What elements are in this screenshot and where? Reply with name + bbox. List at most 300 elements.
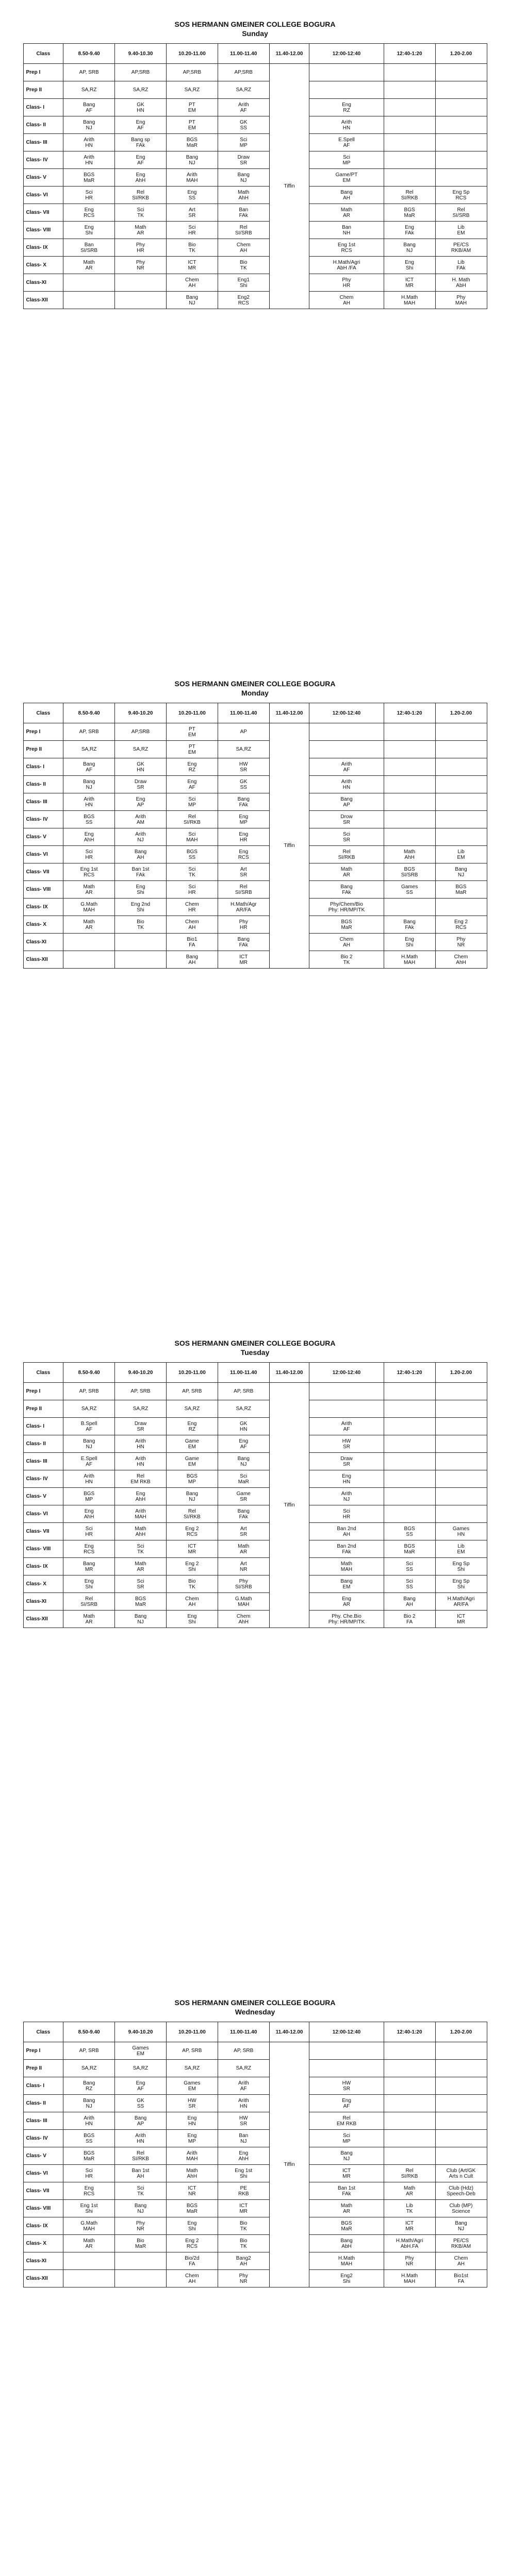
teacher-text: Shi xyxy=(342,2278,351,2284)
subject-text: Ban xyxy=(239,207,249,213)
teacher-text: RCS xyxy=(455,195,467,201)
teacher-text: HN xyxy=(342,1479,351,1485)
teacher-text: MAH xyxy=(186,837,198,843)
teacher-text: AR xyxy=(343,2208,350,2214)
teacher-text: AR xyxy=(85,1619,93,1625)
subject-text: Phy/Chem/Bio xyxy=(330,901,363,907)
period-cell xyxy=(384,1575,435,1593)
period-cell xyxy=(63,1470,115,1488)
teacher-text: TK xyxy=(188,1584,195,1590)
header-row xyxy=(23,44,487,64)
teacher-text: AH xyxy=(343,1531,350,1537)
class-name-cell: Prep II xyxy=(23,741,63,758)
subject-text: H.Math xyxy=(401,954,418,960)
period-cell xyxy=(384,187,435,204)
class-name-cell: Class-XII xyxy=(23,292,63,309)
class-name-cell: Class- VI xyxy=(23,846,63,863)
subject-text: ICT xyxy=(188,259,196,265)
teacher-text: AhH xyxy=(238,195,249,201)
teacher-text: Shi xyxy=(85,230,93,236)
teacher-text: NJ xyxy=(189,1496,195,1502)
teacher-text: AF xyxy=(137,160,144,166)
period-cell xyxy=(218,2147,269,2165)
teacher-text: EM xyxy=(188,1444,196,1450)
teacher-text: SR xyxy=(188,212,196,218)
subject-text: Sci xyxy=(188,831,196,837)
teacher-text: AH xyxy=(240,2261,248,2267)
teacher-text: SS xyxy=(406,1531,413,1537)
class-name-cell: Class- VII xyxy=(23,204,63,222)
period-cell xyxy=(218,1435,269,1453)
subject-text: Sci xyxy=(137,1578,144,1584)
teacher-text: SI/SRB xyxy=(80,1601,98,1607)
subject-text: Sci xyxy=(137,1543,144,1549)
period-cell xyxy=(63,951,115,969)
period-cell xyxy=(384,951,435,969)
period-cell xyxy=(63,2217,115,2235)
subject-text: Ban xyxy=(342,224,351,230)
teacher-text: NJ xyxy=(86,2103,92,2109)
period-cell xyxy=(435,899,487,916)
subject-text: E.Spell xyxy=(80,1455,97,1462)
period-cell xyxy=(218,951,269,969)
subject-text: Bang xyxy=(83,761,95,767)
teacher-text: SR xyxy=(240,872,248,878)
subject-text: SA,RZ xyxy=(81,1406,97,1412)
period-cell xyxy=(384,116,435,134)
period-cell xyxy=(115,916,167,934)
teacher-text: NJ xyxy=(189,300,195,306)
subject-text: Eng xyxy=(405,224,414,230)
subject-text: Sci xyxy=(240,1473,248,1479)
period-cell xyxy=(309,1418,384,1435)
subject-text: Math xyxy=(135,1561,146,1567)
subject-text: Phy. Che.Bio xyxy=(332,1613,361,1619)
teacher-text: TK xyxy=(240,265,247,271)
period-header: 8.50-9.40 xyxy=(63,2022,115,2042)
period-header: 9.40-10.20 xyxy=(115,2022,167,2042)
subject-text: Sci xyxy=(343,1508,350,1514)
period-cell xyxy=(63,2182,115,2200)
teacher-text: AH xyxy=(457,2261,465,2267)
period-cell xyxy=(218,811,269,828)
period-cell xyxy=(435,793,487,811)
subject-text: Art xyxy=(240,866,247,872)
teacher-text: AhH xyxy=(84,837,94,843)
period-cell xyxy=(218,1523,269,1540)
teacher-text: MR xyxy=(239,2208,248,2214)
teacher-text: AF xyxy=(343,767,350,773)
subject-text: Eng xyxy=(342,2097,351,2104)
period-cell xyxy=(115,99,167,116)
period-cell xyxy=(115,1488,167,1505)
teacher-text: NJ xyxy=(240,1461,247,1467)
teacher-text: RKB/AM xyxy=(451,2243,471,2249)
teacher-text: SR xyxy=(240,1496,248,1502)
period-cell xyxy=(218,1540,269,1558)
table-row xyxy=(23,776,487,793)
class-name-cell: Class- IV xyxy=(23,151,63,169)
teacher-text: TK xyxy=(137,924,144,930)
subject-text: Bang xyxy=(186,294,199,300)
period-cell xyxy=(115,1523,167,1540)
period-cell xyxy=(115,863,167,881)
subject-text: Bio xyxy=(137,919,144,925)
period-cell xyxy=(384,134,435,151)
period-cell xyxy=(115,2252,167,2270)
teacher-text: MAH xyxy=(403,300,416,306)
period-cell xyxy=(384,1418,435,1435)
header-row xyxy=(23,703,487,723)
subject-text: Bang xyxy=(340,796,353,802)
period-cell xyxy=(218,1558,269,1575)
table-row xyxy=(23,1593,487,1611)
period-cell xyxy=(166,222,218,239)
subject-text: HW xyxy=(342,1438,351,1444)
period-header: 12:40-1:20 xyxy=(384,44,435,64)
subject-text: AP xyxy=(240,729,247,735)
day-section xyxy=(0,1319,510,1978)
period-cell xyxy=(384,1383,435,1400)
teacher-text: MaR xyxy=(341,924,352,930)
period-cell xyxy=(218,828,269,846)
subject-text: Math xyxy=(238,189,250,195)
teacher-text: Shi xyxy=(240,2173,248,2179)
period-header: 1.20-2.00 xyxy=(435,2022,487,2042)
period-cell xyxy=(384,204,435,222)
period-cell xyxy=(166,2077,218,2095)
period-cell xyxy=(435,169,487,187)
teacher-text: AbH xyxy=(341,2243,352,2249)
teacher-text: AhH xyxy=(238,2156,249,2162)
teacher-text: TK xyxy=(240,2243,247,2249)
teacher-text: SS xyxy=(137,2103,144,2109)
period-cell xyxy=(166,723,218,741)
period-cell xyxy=(309,1611,384,1628)
period-cell xyxy=(115,846,167,863)
period-cell xyxy=(115,2235,167,2252)
class-name-cell: Class- IV xyxy=(23,811,63,828)
teacher-text: RKB/AM xyxy=(451,247,471,253)
period-cell xyxy=(115,1558,167,1575)
period-cell xyxy=(115,134,167,151)
period-header: 11.00-11.40 xyxy=(218,703,269,723)
period-cell xyxy=(166,811,218,828)
teacher-text: RCS xyxy=(341,247,352,253)
period-cell xyxy=(435,292,487,309)
subject-text: Bang xyxy=(237,1508,250,1514)
period-cell xyxy=(63,1505,115,1523)
table-row xyxy=(23,257,487,274)
teacher-text: SI/RKB xyxy=(338,854,355,860)
period-cell xyxy=(166,2182,218,2200)
subject-text: Eng xyxy=(136,796,145,802)
teacher-text: SI/SRB xyxy=(235,230,252,236)
subject-text: AP, SRB xyxy=(234,1388,254,1394)
subject-text: AP,SRB xyxy=(131,70,150,75)
subject-text: Art xyxy=(240,1526,247,1532)
period-cell xyxy=(218,846,269,863)
period-cell xyxy=(309,2200,384,2217)
period-cell xyxy=(63,723,115,741)
subject-text: AP, SRB xyxy=(79,1388,99,1394)
teacher-text: MP xyxy=(188,2138,196,2144)
subject-text: Eng xyxy=(84,207,94,213)
day-section xyxy=(0,659,510,1319)
subject-text: ICT xyxy=(239,954,248,960)
subject-text: Bang xyxy=(83,1438,95,1444)
teacher-text: SI/RKB xyxy=(401,195,418,201)
subject-text: AP,SRB xyxy=(183,70,202,75)
period-cell xyxy=(309,2235,384,2252)
header-row xyxy=(23,1363,487,1383)
period-cell xyxy=(166,204,218,222)
table-row xyxy=(23,1558,487,1575)
period-cell xyxy=(218,1400,269,1418)
teacher-text: MAH xyxy=(186,177,198,183)
period-cell xyxy=(115,2077,167,2095)
period-cell xyxy=(115,1540,167,1558)
period-cell xyxy=(435,2147,487,2165)
teacher-text: AM xyxy=(137,819,144,825)
teacher-text: SI/RKB xyxy=(183,819,201,825)
teacher-text: HN xyxy=(137,767,144,773)
period-cell xyxy=(309,951,384,969)
period-cell xyxy=(63,2200,115,2217)
period-cell xyxy=(115,2042,167,2060)
class-name-cell: Class- VIII xyxy=(23,881,63,899)
period-cell xyxy=(435,846,487,863)
period-cell xyxy=(218,1488,269,1505)
teacher-text: AhH xyxy=(404,854,415,860)
subject-text: Arith xyxy=(84,2115,94,2121)
period-cell xyxy=(384,1453,435,1470)
teacher-text: TK xyxy=(137,212,144,218)
subject-text: Eng xyxy=(84,831,94,837)
period-cell xyxy=(435,776,487,793)
period-cell xyxy=(435,2217,487,2235)
period-cell xyxy=(218,793,269,811)
subject-text: Ban 2nd xyxy=(337,1526,356,1532)
period-cell xyxy=(218,81,269,99)
period-cell xyxy=(384,811,435,828)
subject-text: BGS xyxy=(186,1473,198,1479)
teacher-text: NR xyxy=(137,265,144,271)
period-cell xyxy=(63,116,115,134)
period-cell xyxy=(435,1435,487,1453)
subject-text: Eng1 xyxy=(237,277,250,283)
table-row xyxy=(23,2130,487,2147)
subject-text: Bang xyxy=(455,2220,467,2226)
period-cell xyxy=(384,151,435,169)
subject-text: Eng xyxy=(187,1420,197,1427)
period-cell xyxy=(384,2182,435,2200)
period-cell xyxy=(435,64,487,81)
teacher-text: NR xyxy=(188,2191,196,2197)
period-cell xyxy=(435,1400,487,1418)
period-cell xyxy=(218,222,269,239)
teacher-text: Shi xyxy=(405,265,414,271)
period-cell xyxy=(218,1505,269,1523)
period-cell xyxy=(218,239,269,257)
period-cell xyxy=(63,2095,115,2112)
subject-text: Bang xyxy=(134,1613,147,1619)
period-cell xyxy=(115,2130,167,2147)
period-cell xyxy=(435,204,487,222)
subject-text: Eng xyxy=(136,119,145,125)
period-header: 1.20-2.00 xyxy=(435,1363,487,1383)
teacher-text: AF xyxy=(86,767,93,773)
class-name-cell: Class- VI xyxy=(23,187,63,204)
teacher-text: Shi xyxy=(457,1566,465,1572)
period-cell xyxy=(63,64,115,81)
subject-text: Eng xyxy=(187,1613,197,1619)
table-row xyxy=(23,723,487,741)
subject-text: Phy xyxy=(136,259,145,265)
period-cell xyxy=(309,811,384,828)
period-cell xyxy=(115,1575,167,1593)
subject-text: G.Math xyxy=(235,1596,252,1602)
period-cell xyxy=(63,846,115,863)
tiffin-break-cell: Tiffin xyxy=(269,2042,309,2287)
teacher-text: FA xyxy=(189,942,195,948)
period-cell xyxy=(218,2252,269,2270)
period-cell xyxy=(63,811,115,828)
class-name-cell: Class-XI xyxy=(23,934,63,951)
table-row xyxy=(23,1418,487,1435)
teacher-text: MR xyxy=(457,1619,465,1625)
subject-text: Eng 2 xyxy=(185,1561,199,1567)
teacher-text: SS xyxy=(240,125,247,131)
period-cell xyxy=(115,1470,167,1488)
teacher-text: MaR xyxy=(341,2226,352,2232)
subject-text: Bang xyxy=(340,189,353,195)
teacher-text: HR xyxy=(85,195,93,201)
teacher-text: AR/FA xyxy=(236,907,251,913)
subject-text: GK xyxy=(240,778,248,785)
table-row xyxy=(23,1505,487,1523)
subject-text: AP, SRB xyxy=(79,70,99,75)
subject-text: Arith xyxy=(84,796,94,802)
period-cell xyxy=(218,2042,269,2060)
teacher-text: Shi xyxy=(85,1584,93,1590)
teacher-text: AhH xyxy=(456,959,466,965)
teacher-text: SR xyxy=(188,2103,196,2109)
period-cell xyxy=(115,2165,167,2182)
teacher-text: AH xyxy=(188,959,196,965)
subject-text: Bang2 xyxy=(236,2255,251,2261)
subject-text: Eng xyxy=(136,2080,145,2086)
period-cell xyxy=(309,723,384,741)
subject-text: SA,RZ xyxy=(236,747,251,752)
period-cell xyxy=(63,2147,115,2165)
period-header: 12:40-1:20 xyxy=(384,703,435,723)
timetable xyxy=(23,1362,487,1628)
period-cell xyxy=(384,776,435,793)
class-name-cell: Class- II xyxy=(23,2095,63,2112)
teacher-text: AR xyxy=(406,2191,414,2197)
subject-text: SA,RZ xyxy=(133,1406,149,1412)
period-cell xyxy=(218,292,269,309)
subject-text: Bang xyxy=(186,1490,199,1497)
period-header: 10.20-11.00 xyxy=(166,44,218,64)
class-name-cell: Prep II xyxy=(23,2060,63,2077)
period-cell xyxy=(384,828,435,846)
class-name-cell: Class- VII xyxy=(23,1523,63,1540)
period-cell xyxy=(166,1453,218,1470)
period-cell xyxy=(63,2252,115,2270)
teacher-text: MaR xyxy=(404,1549,415,1555)
class-name-cell: Class- II xyxy=(23,116,63,134)
period-cell xyxy=(166,292,218,309)
subject-text: Chem xyxy=(185,919,199,925)
teacher-text: HR xyxy=(85,1531,93,1537)
subject-text: H.Math xyxy=(338,2255,355,2261)
period-cell xyxy=(166,169,218,187)
subject-text: Bang xyxy=(455,866,467,872)
subject-text: G.Math xyxy=(80,2220,98,2226)
subject-text: AP,SRB xyxy=(131,729,150,735)
period-cell xyxy=(218,2217,269,2235)
teacher-text: MP xyxy=(342,160,351,166)
period-cell xyxy=(166,1435,218,1453)
subject-text: Bang xyxy=(186,954,199,960)
teacher-text: MAH xyxy=(455,300,467,306)
period-cell xyxy=(435,222,487,239)
teacher-text: MaR xyxy=(455,889,467,895)
subject-text: Rel xyxy=(457,207,465,213)
teacher-text: AR xyxy=(137,230,144,236)
subject-text: Sci xyxy=(85,2167,93,2174)
period-cell xyxy=(435,81,487,99)
subject-text: Math xyxy=(186,2167,198,2174)
teacher-text: HR xyxy=(342,282,351,289)
subject-text: GK xyxy=(137,101,144,108)
subject-text: BGS xyxy=(84,814,95,820)
day-title: Wednesday xyxy=(235,2008,275,2016)
teacher-text: NJ xyxy=(240,2138,247,2144)
teacher-text: NJ xyxy=(137,837,144,843)
teacher-text: MAH xyxy=(403,2278,416,2284)
class-name-cell: Class- I xyxy=(23,1418,63,1435)
teacher-text: AR xyxy=(85,924,93,930)
period-cell xyxy=(435,1593,487,1611)
class-name-cell: Class- VIII xyxy=(23,222,63,239)
teacher-text: AF xyxy=(343,1426,350,1432)
period-cell xyxy=(115,239,167,257)
teacher-text: TK xyxy=(406,2208,413,2214)
subject-text: Phy xyxy=(239,2273,248,2279)
period-cell xyxy=(63,758,115,776)
period-cell xyxy=(115,2060,167,2077)
period-cell xyxy=(218,116,269,134)
subject-text: Bang xyxy=(403,1596,416,1602)
period-cell xyxy=(435,2252,487,2270)
teacher-text: NR xyxy=(240,2278,248,2284)
period-cell xyxy=(166,2130,218,2147)
subject-text: Eng xyxy=(342,1596,351,1602)
subject-text: Sci xyxy=(137,207,144,213)
teacher-text: AR xyxy=(343,212,350,218)
teacher-text: SR xyxy=(343,819,350,825)
tiffin-break-cell: Tiffin xyxy=(269,1383,309,1628)
teacher-text: AH xyxy=(406,1601,414,1607)
teacher-text: SI/SRB xyxy=(401,872,418,878)
teacher-text: RZ xyxy=(343,107,350,113)
teacher-text: EM xyxy=(188,107,196,113)
school-title: SOS HERMANN GMEINER COLLEGE BOGURA xyxy=(174,1339,336,1347)
period-cell xyxy=(218,2165,269,2182)
